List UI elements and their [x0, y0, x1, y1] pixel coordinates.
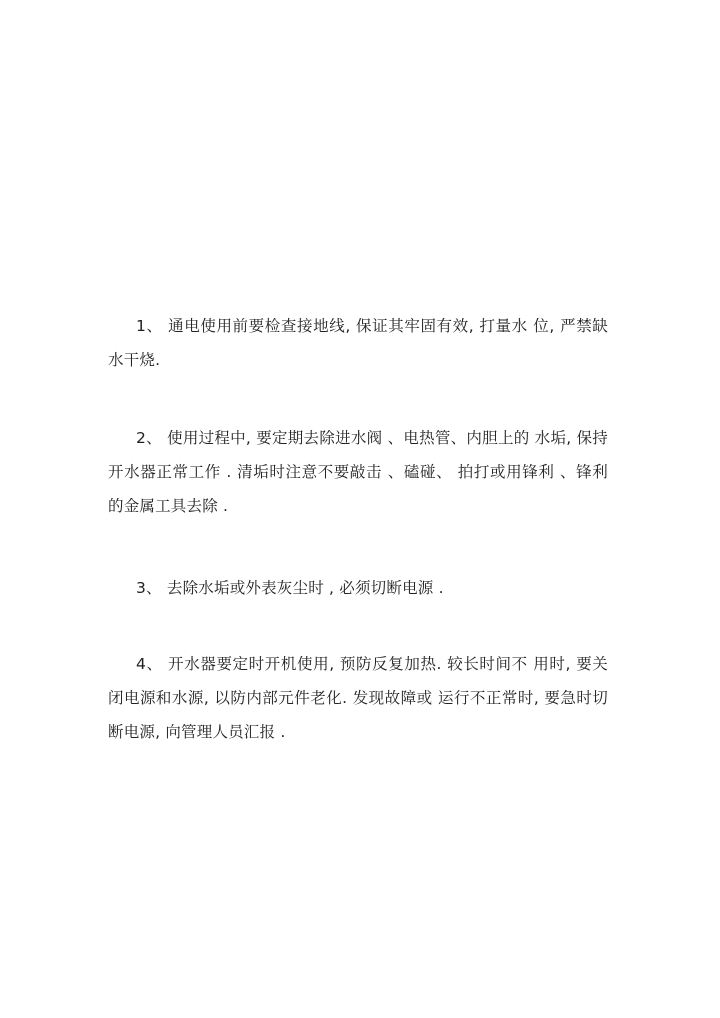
instruction-paragraph-2: 2、 使用过程中, 要定期去除进水阀 、电热管、内胆上的 水垢, 保持开水器正常工作 . 清垢时注意不要敲击 、磕碰、 拍打或用锋利 、锋利的金属工具去除 .: [108, 429, 608, 515]
instruction-paragraph-1: 1、 通电使用前要检查接地线, 保证其牢固有效, 打量水 位, 严禁缺水干烧.: [108, 317, 608, 369]
instruction-paragraph-3: 3、 去除水垢或外表灰尘时 , 必须切断电源 .: [136, 579, 444, 597]
instruction-paragraph-4: 4、 开水器要定时开机使用, 预防反复加热. 较长时间不 用时, 要关闭电源和水源, 以防内部元件老化. 发现故障或 运行不正常时, 要急时切断电源, 向管理人员汇报 .: [108, 655, 608, 741]
